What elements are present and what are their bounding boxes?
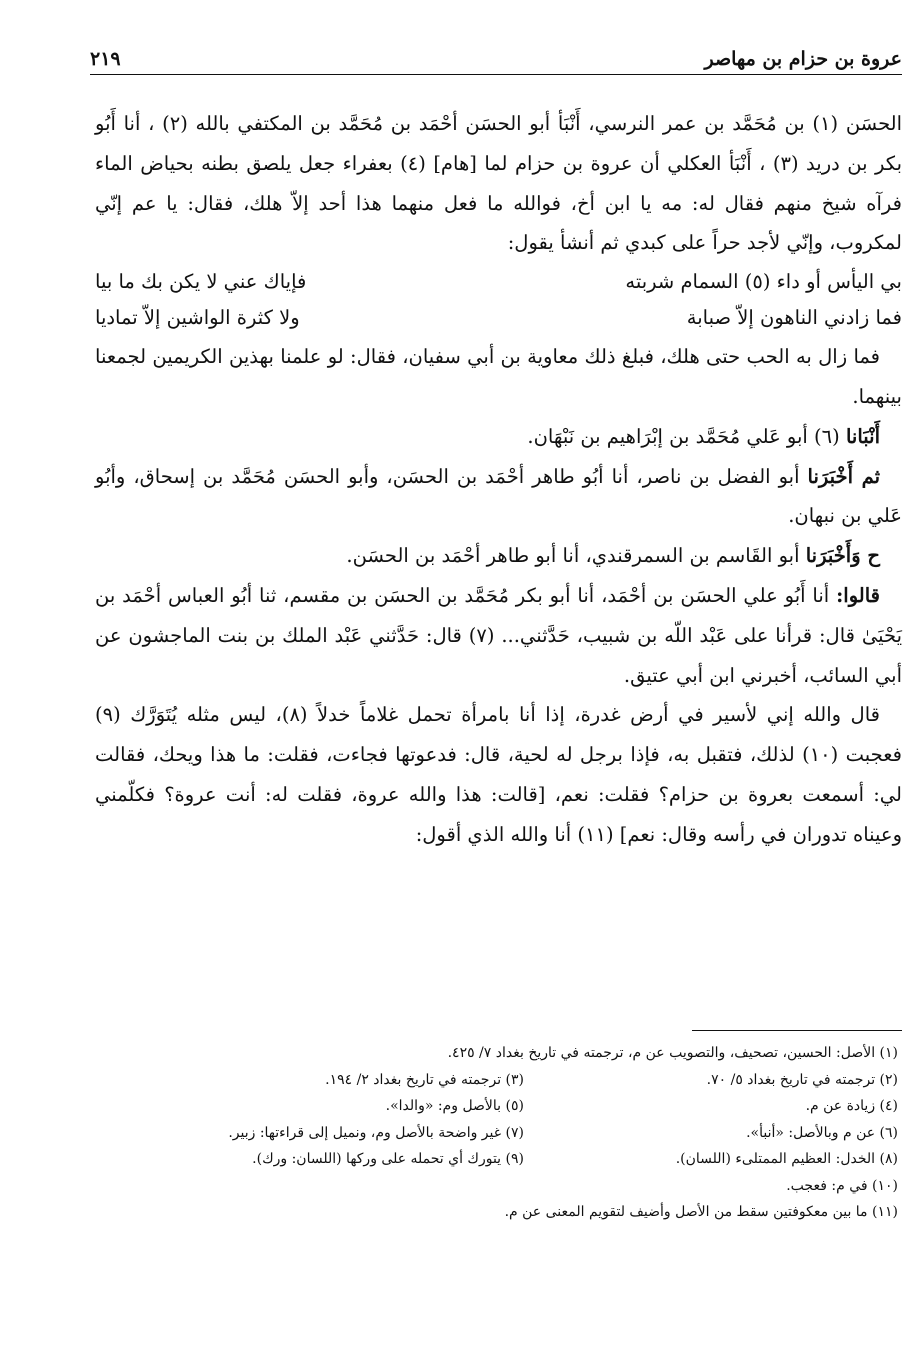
footnote-row <box>150 1067 898 1094</box>
paragraph-6 <box>95 576 902 695</box>
footnote-6: (٦) عن م وبالأصل: «أنبأ». <box>746 1124 898 1141</box>
footnote-row <box>150 1173 898 1200</box>
verse-2-second-hemistich: ولا كثرة الواشين إلاّ تماديا <box>95 305 300 329</box>
footnote-8: (٨) الخدل: العظيم الممتلىء (اللسان). <box>675 1151 898 1167</box>
footnote-11: (١١) ما بين معكوفتين سقط من الأصل وأضيف لتقويم المعنى عن م. <box>504 1204 898 1220</box>
verse-1-second-hemistich: فإياك عني لا يكن بك ما بيا <box>95 270 307 294</box>
footnote-row <box>150 1040 898 1067</box>
footnote-7: (٧) غير واضحة بالأصل وم، ونميل إلى قراءتها: زبير. <box>228 1124 524 1141</box>
footnote-row <box>150 1199 898 1226</box>
main-text <box>95 104 902 855</box>
footnote-5: (٥) بالأصل وم: «والدا». <box>385 1098 524 1114</box>
paragraph-4 <box>95 457 902 537</box>
transmission-keyword: ح وَأَخْبَرَنا <box>805 544 880 568</box>
paragraph-4-text: أبو الفضل بن ناصر، أنا أبُو طاهر أحْمَد بن الحسَن، وأبو الحسَن مُحَمَّد بن إسحاق، وأبُو عَلي بن نبهان. <box>95 464 902 528</box>
paragraph-6-text: أنا أَبُو علي الحسَن بن أحْمَد، أنا أبو بكر مُحَمَّد بن الحسَن بن مقسم، ثنا أبُو العباس أحْمَد بن يَحْيَىٰ قال: قرأنا على عَبْد اللّه بن شبيب، حَدَّثني... (٧) قال: حَدَّثني عَبْد الملك بن بنت الماجشون عن أبي السائب، أخبرني ابن أبي عتيق. <box>95 583 902 687</box>
footnote-row <box>150 1093 898 1120</box>
transmission-keyword: ثم أَخْبَرَنا <box>807 464 881 488</box>
paragraph-3 <box>95 417 902 457</box>
paragraph-5-text: أبو القَاسم بن السمرقندي، أنا أبو طاهر أحْمَد بن الحسَن. <box>346 544 800 568</box>
footnote-2: (٢) ترجمته في تاريخ بغداد ٥/ ٧٠. <box>706 1071 898 1088</box>
transmission-keyword: قالوا: <box>836 583 880 607</box>
verse-line-2 <box>95 300 902 336</box>
footnotes <box>150 1040 898 1226</box>
verse-line-1 <box>95 264 902 300</box>
transmission-keyword: أَنْبَانا <box>845 424 880 448</box>
footnote-row <box>150 1120 898 1147</box>
paragraph-7: قال والله إني لأسير في أرض غدرة، إذا أنا بامرأة تحمل غلاماً خدلاً (٨)، ليس مثله يُتَوَرَّك (٩) فعجبت (١٠) لذلك، فتقبل به، فإذا برجل له لحية، قال: فدعوتها فجاءت، فقلت: ما هذا ويحك، فقالت لي: أسمعت بعروة بن حزام؟ فقلت: نعم، [قالت: هذا والله عروة، فقلت له: أنت عروة؟ فكلّمني وعيناه تدوران في رأسه وقال: نعم] (١١) أنا والله الذي أقول: <box>95 703 902 846</box>
footnote-3: (٣) ترجمته في تاريخ بغداد ٢/ ١٩٤. <box>325 1071 524 1088</box>
page-number: ٢١٩ <box>90 48 121 70</box>
verse-2-first-hemistich: فما زادني الناهون إلاّ صبابة <box>686 305 902 329</box>
footnote-1: (١) الأصل: الحسين، تصحيف، والتصويب عن م، ترجمته في تاريخ بغداد ٧/ ٤٢٥. <box>447 1045 898 1061</box>
paragraph-2: فما زال به الحب حتى هلك، فبلغ ذلك معاوية بن أبي سفيان، فقال: لو علمنا بهذين الكريمين لجمعنا بينهما. <box>95 345 902 408</box>
footnote-9: (٩) يتورك أي تحمله على وركها (اللسان: ورك). <box>252 1151 524 1167</box>
footnote-4: (٤) زيادة عن م. <box>805 1098 898 1114</box>
footnote-row <box>150 1146 898 1173</box>
footnote-10: (١٠) في م: فعجب. <box>786 1177 898 1194</box>
poem <box>95 264 902 335</box>
page-header <box>90 40 902 75</box>
footnote-divider <box>692 1030 902 1031</box>
running-title: عروة بن حزام بن مهاصر <box>704 48 902 70</box>
verse-1-first-hemistich: بي اليأس أو داء (٥) السمام شربته <box>625 270 902 294</box>
paragraph-3-text: (٦) أبو عَلي مُحَمَّد بن إبْرَاهيم بن نَبْهَان. <box>527 424 840 448</box>
paragraph-5 <box>95 536 902 576</box>
paragraph-1: الحسَن (١) بن مُحَمَّد بن عمر النرسي، أَنْبَأ أبو الحسَن أحْمَد بن مُحَمَّد بن المكتفي بالله (٢) ، أنا أَبُو بكر بن دريد (٣) ، أَنْبَأ العكلي أن عروة بن حزام لما [هام] (٤) بعفراء جعل يلصق بطنه بحياض الماء فرآه شيخ منهم فقال له: مه يا ابن أخ، فوالله ما فعل منهما هذا أحد إلاّ هلك، فقال: يا عم إنّي لمكروب، وإنّي لأجد حراً على كبدي ثم أنشأ يقول: <box>95 112 903 255</box>
